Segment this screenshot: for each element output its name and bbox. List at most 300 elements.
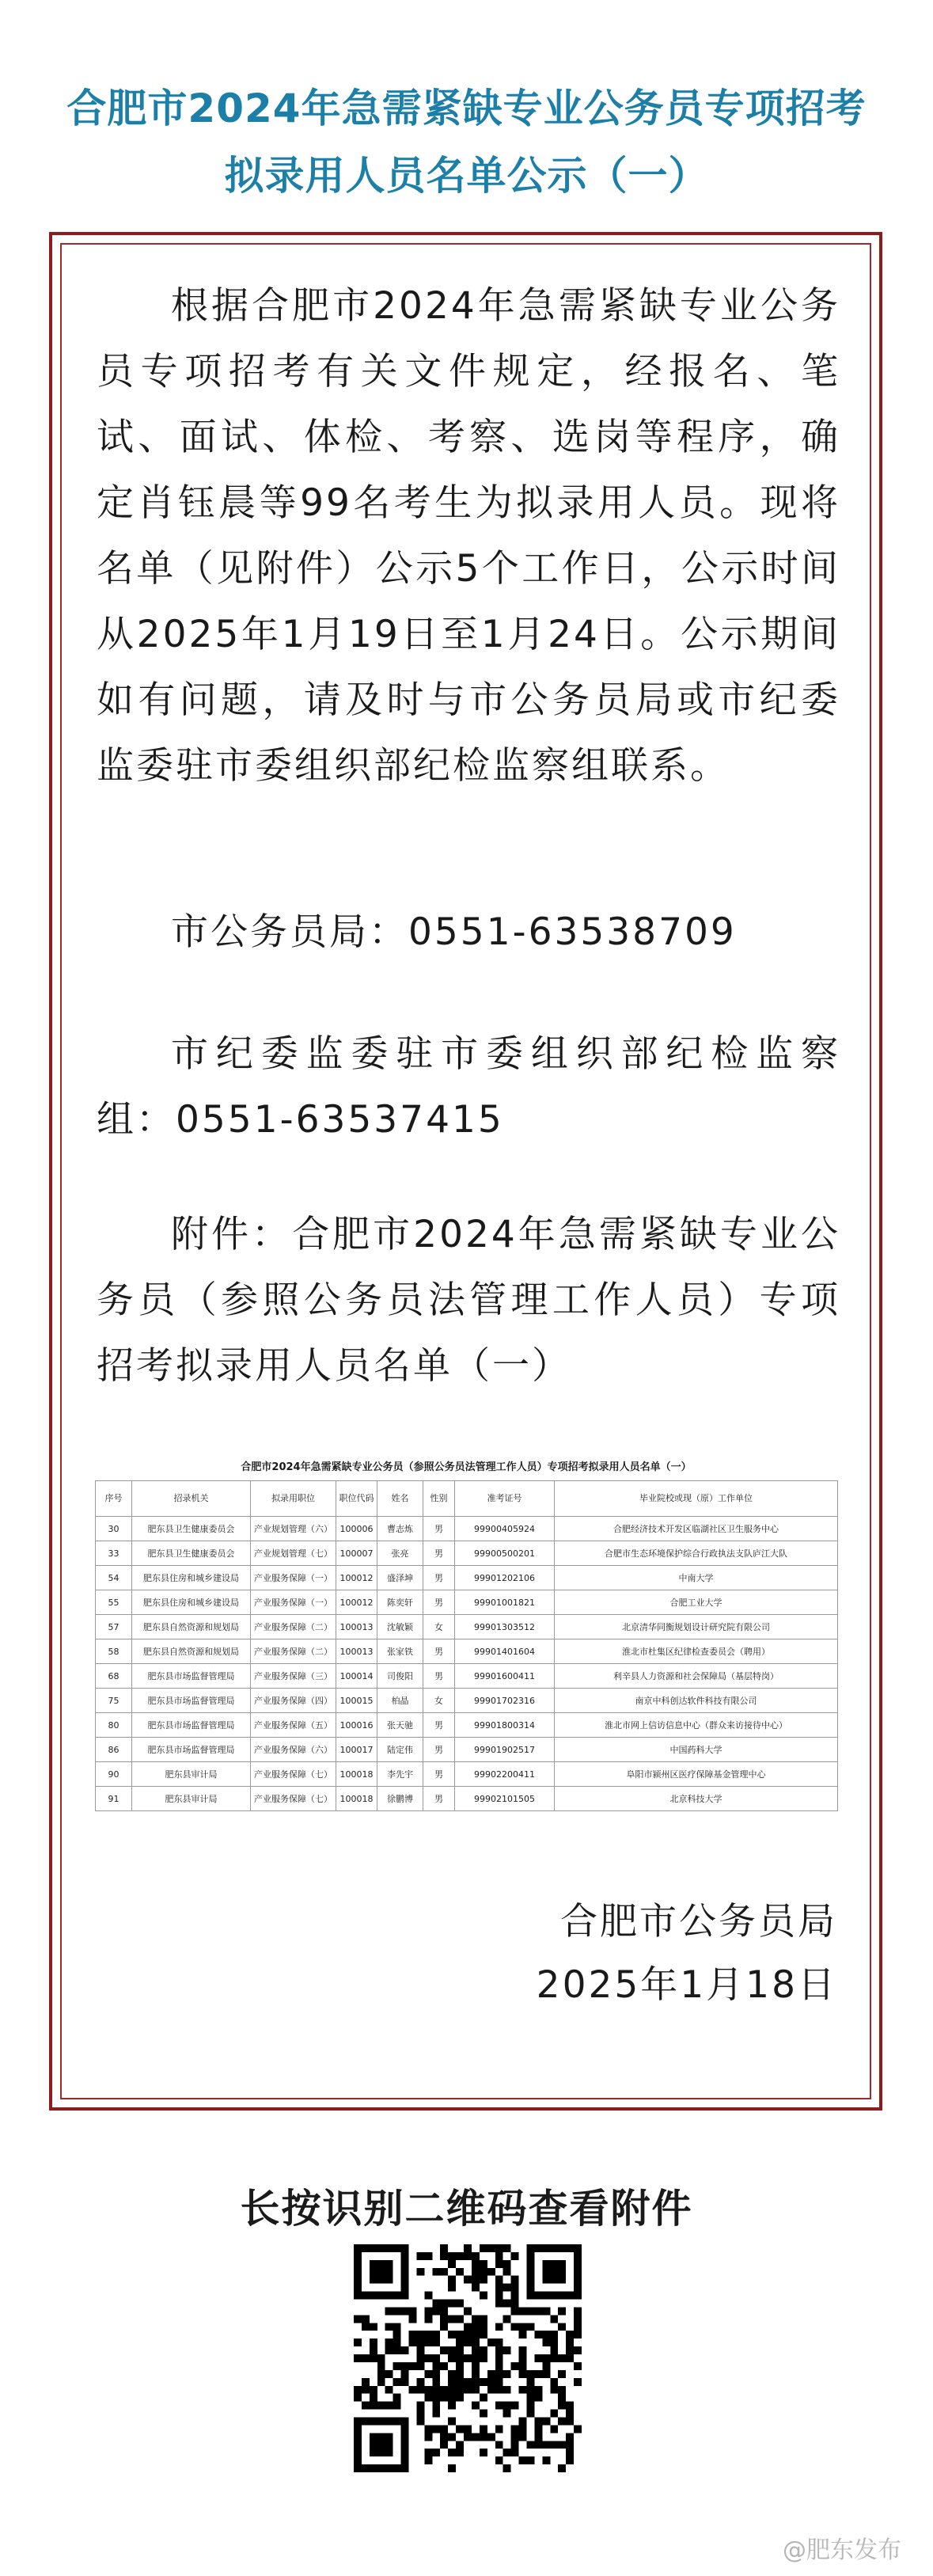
qr-module xyxy=(495,2456,503,2464)
qr-module xyxy=(558,2276,566,2284)
table-cell: 肥东县市场监督管理局 xyxy=(132,1713,251,1738)
qr-module xyxy=(472,2284,480,2292)
qr-module xyxy=(401,2417,409,2425)
qr-module xyxy=(558,2307,566,2315)
table-cell: 100014 xyxy=(336,1664,377,1689)
qr-module xyxy=(416,2378,424,2386)
qr-module xyxy=(416,2410,424,2418)
qr-module xyxy=(574,2331,582,2339)
qr-module xyxy=(354,2456,362,2464)
qr-module xyxy=(519,2346,527,2354)
qr-module xyxy=(480,2260,487,2268)
qr-module xyxy=(558,2417,566,2425)
qr-module xyxy=(424,2339,432,2346)
table-cell: 100012 xyxy=(336,1566,377,1590)
attachment-table-title: 合肥市2024年急需紧缺专业公务员（参照公务员法管理工作人员）专项招考拟录用人员名单（一） xyxy=(241,1461,692,1473)
table-cell: 产业服务保障（六） xyxy=(251,1738,336,1762)
qr-module xyxy=(495,2386,503,2394)
qr-module xyxy=(519,2456,527,2464)
qr-module xyxy=(526,2402,534,2410)
qr-module xyxy=(472,2331,480,2339)
table-cell: 肥东县自然资源和规划局 xyxy=(132,1615,251,1639)
qr-module xyxy=(385,2386,393,2394)
table-header-row xyxy=(96,1481,838,1517)
qr-module xyxy=(550,2441,558,2449)
qr-module xyxy=(456,2300,464,2308)
qr-module xyxy=(456,2252,464,2260)
qr-module xyxy=(480,2354,487,2362)
qr-module xyxy=(550,2276,558,2284)
qr-module xyxy=(416,2402,424,2410)
qr-module xyxy=(432,2268,440,2276)
qr-module xyxy=(519,2370,527,2378)
table-header-cell: 性别 xyxy=(423,1481,455,1517)
qr-module xyxy=(440,2362,448,2370)
qr-module xyxy=(495,2244,503,2252)
qr-module xyxy=(495,2339,503,2346)
qr-module xyxy=(542,2244,550,2252)
qr-module xyxy=(542,2441,550,2449)
qr-module xyxy=(495,2292,503,2300)
qr-module xyxy=(432,2386,440,2394)
qr-module xyxy=(480,2244,487,2252)
table-cell: 68 xyxy=(96,1664,132,1689)
qr-module xyxy=(377,2244,385,2252)
qr-module xyxy=(550,2331,558,2339)
qr-module xyxy=(362,2323,370,2331)
table-cell: 肥东县卫生健康委员会 xyxy=(132,1541,251,1566)
page-title-line1: 合肥市2024年急需紧缺专业公务员专项招考 xyxy=(66,85,867,131)
qr-module xyxy=(424,2386,432,2394)
table-cell: 张天驰 xyxy=(377,1713,423,1738)
table-cell: 100007 xyxy=(336,1541,377,1566)
qr-module xyxy=(448,2331,456,2339)
qr-module xyxy=(472,2378,480,2386)
table-cell: 柏晶 xyxy=(377,1689,423,1713)
qr-module xyxy=(370,2346,377,2354)
qr-module xyxy=(393,2464,401,2472)
qr-module xyxy=(354,2464,362,2472)
qr-module xyxy=(370,2417,377,2425)
table-cell: 33 xyxy=(96,1541,132,1566)
table-cell: 57 xyxy=(96,1615,132,1639)
table-cell: 盛泽坤 xyxy=(377,1566,423,1590)
qr-module xyxy=(487,2244,495,2252)
qr-module xyxy=(542,2276,550,2284)
qr-module xyxy=(464,2339,472,2346)
qr-module xyxy=(401,2268,409,2276)
qr-module xyxy=(409,2331,417,2339)
qr-module xyxy=(487,2433,495,2441)
table-body xyxy=(96,1517,838,1811)
table-cell: 男 xyxy=(423,1713,455,1738)
qr-module xyxy=(519,2425,527,2433)
qr-module xyxy=(503,2284,511,2292)
qr-module xyxy=(416,2252,424,2260)
qr-module xyxy=(550,2268,558,2276)
qr-module xyxy=(370,2323,377,2331)
qr-module xyxy=(448,2402,456,2410)
qr-module xyxy=(511,2300,519,2308)
table-cell: 肥东县卫生健康委员会 xyxy=(132,1517,251,1541)
qr-module xyxy=(534,2425,542,2433)
qr-module xyxy=(448,2260,456,2268)
table-cell: 100017 xyxy=(336,1738,377,1762)
qr-module xyxy=(370,2339,377,2346)
table-cell: 58 xyxy=(96,1639,132,1664)
qr-module xyxy=(534,2370,542,2378)
qr-module xyxy=(511,2402,519,2410)
table-cell: 南京中科创达软件科技有限公司 xyxy=(555,1689,838,1713)
qr-module xyxy=(495,2354,503,2362)
qr-module xyxy=(354,2260,362,2268)
qr-module xyxy=(393,2402,401,2410)
table-cell: 利辛县人力资源和社会保障局（基层特岗） xyxy=(555,1664,838,1689)
qr-module xyxy=(558,2323,566,2331)
table-cell: 80 xyxy=(96,1713,132,1738)
table-header-cell: 姓名 xyxy=(377,1481,423,1517)
qr-module xyxy=(480,2425,487,2433)
qr-module xyxy=(456,2331,464,2339)
qr-module xyxy=(542,2292,550,2300)
qr-module xyxy=(558,2386,566,2394)
qr-module xyxy=(393,2307,401,2315)
qr-module xyxy=(550,2260,558,2268)
qr-module xyxy=(448,2354,456,2362)
qr-module xyxy=(487,2370,495,2378)
qr-module xyxy=(424,2354,432,2362)
qr-module xyxy=(534,2354,542,2362)
qr-module xyxy=(354,2433,362,2441)
qr-module xyxy=(409,2315,417,2323)
qr-module xyxy=(362,2464,370,2472)
signature-organization: 合肥市公务员局 xyxy=(560,1900,837,1943)
qr-module xyxy=(534,2307,542,2315)
qr-module xyxy=(456,2370,464,2378)
table-cell: 产业服务保障（七） xyxy=(251,1787,336,1811)
qr-module xyxy=(472,2323,480,2331)
qr-module xyxy=(385,2268,393,2276)
qr-module xyxy=(542,2260,550,2268)
qr-module xyxy=(558,2441,566,2449)
qr-module xyxy=(511,2362,519,2370)
table-cell: 99901001821 xyxy=(455,1590,555,1615)
qr-module xyxy=(503,2449,511,2456)
contact-civil-service-bureau: 市公务员局：0551-63538709 xyxy=(171,910,737,954)
qr-module xyxy=(448,2449,456,2456)
qr-module xyxy=(574,2292,582,2300)
qr-module xyxy=(370,2244,377,2252)
qr-module xyxy=(440,2323,448,2331)
qr-module xyxy=(550,2315,558,2323)
qr-module xyxy=(511,2252,519,2260)
qr-module xyxy=(519,2417,527,2425)
qr-module xyxy=(472,2370,480,2378)
qr-module xyxy=(456,2339,464,2346)
qr-module xyxy=(401,2276,409,2284)
qr-module xyxy=(456,2378,464,2386)
qr-module xyxy=(480,2410,487,2418)
qr-module xyxy=(440,2244,448,2252)
table-cell: 产业规划管理（六） xyxy=(251,1517,336,1541)
table-row xyxy=(96,1541,838,1566)
qr-module xyxy=(385,2339,393,2346)
qr-module xyxy=(534,2394,542,2402)
qr-code[interactable] xyxy=(354,2244,582,2472)
qr-module xyxy=(354,2268,362,2276)
qr-module xyxy=(456,2394,464,2402)
table-cell: 合肥经济技术开发区临湖社区卫生服务中心 xyxy=(555,1517,838,1541)
table-row xyxy=(96,1615,838,1639)
qr-module xyxy=(566,2441,574,2449)
table-cell: 男 xyxy=(423,1787,455,1811)
qr-module xyxy=(511,2292,519,2300)
qr-module xyxy=(574,2276,582,2284)
qr-module xyxy=(424,2292,432,2300)
table-cell: 100016 xyxy=(336,1713,377,1738)
qr-module xyxy=(534,2433,542,2441)
table-cell: 75 xyxy=(96,1689,132,1713)
table-cell: 合肥工业大学 xyxy=(555,1590,838,1615)
qr-module xyxy=(550,2386,558,2394)
qr-module xyxy=(401,2456,409,2464)
table-cell: 男 xyxy=(423,1566,455,1590)
table-cell: 肥东县自然资源和规划局 xyxy=(132,1639,251,1664)
qr-module xyxy=(550,2425,558,2433)
qr-module xyxy=(480,2276,487,2284)
qr-module xyxy=(354,2417,362,2425)
qr-module xyxy=(503,2260,511,2268)
qr-module xyxy=(480,2346,487,2354)
qr-module xyxy=(440,2307,448,2315)
qr-module xyxy=(370,2276,377,2284)
table-cell: 99902200411 xyxy=(455,1762,555,1787)
qr-module xyxy=(424,2331,432,2339)
table-cell: 100018 xyxy=(336,1762,377,1787)
qr-module xyxy=(526,2370,534,2378)
qr-module xyxy=(401,2449,409,2456)
table-row xyxy=(96,1517,838,1541)
attachment-table-preview xyxy=(95,1455,837,1811)
qr-module xyxy=(401,2362,409,2370)
qr-module xyxy=(448,2276,456,2284)
qr-module xyxy=(534,2331,542,2339)
qr-module xyxy=(416,2331,424,2339)
qr-module xyxy=(480,2323,487,2331)
qr-module xyxy=(574,2260,582,2268)
qr-module xyxy=(362,2402,370,2410)
qr-module xyxy=(354,2441,362,2449)
table-cell: 中南大学 xyxy=(555,1566,838,1590)
table-cell: 99901202106 xyxy=(455,1566,555,1590)
qr-module xyxy=(432,2300,440,2308)
qr-module xyxy=(432,2394,440,2402)
qr-module xyxy=(566,2402,574,2410)
qr-module xyxy=(424,2449,432,2456)
qr-module xyxy=(526,2244,534,2252)
qr-module xyxy=(377,2417,385,2425)
table-row xyxy=(96,1762,838,1787)
qr-module xyxy=(385,2276,393,2284)
table-cell: 99900500201 xyxy=(455,1541,555,1566)
qr-module xyxy=(526,2268,534,2276)
qr-module xyxy=(448,2284,456,2292)
qr-module xyxy=(432,2339,440,2346)
table-cell: 产业服务保障（五） xyxy=(251,1713,336,1738)
qr-module xyxy=(495,2425,503,2433)
table-row xyxy=(96,1566,838,1590)
table-cell: 100015 xyxy=(336,1689,377,1713)
qr-module xyxy=(511,2433,519,2441)
qr-module xyxy=(472,2276,480,2284)
qr-module xyxy=(487,2378,495,2386)
table-cell: 产业服务保障（四） xyxy=(251,1689,336,1713)
qr-module xyxy=(472,2433,480,2441)
qr-module xyxy=(456,2425,464,2433)
qr-module xyxy=(464,2331,472,2339)
qr-module xyxy=(354,2386,362,2394)
table-cell: 肥东县住房和城乡建设局 xyxy=(132,1590,251,1615)
qr-module xyxy=(472,2362,480,2370)
qr-module xyxy=(487,2386,495,2394)
qr-module xyxy=(526,2410,534,2418)
qr-module xyxy=(377,2354,385,2362)
qr-module xyxy=(409,2386,417,2394)
table-header-cell: 招录机关 xyxy=(132,1481,251,1517)
qr-module xyxy=(393,2323,401,2331)
qr-module xyxy=(550,2339,558,2346)
qr-module xyxy=(440,2433,448,2441)
qr-module xyxy=(440,2268,448,2276)
table-cell: 中国药科大学 xyxy=(555,1738,838,1762)
qr-module xyxy=(393,2292,401,2300)
qr-module xyxy=(511,2323,519,2331)
table-cell: 男 xyxy=(423,1517,455,1541)
qr-module xyxy=(432,2354,440,2362)
qr-module xyxy=(362,2417,370,2425)
qr-module xyxy=(362,2244,370,2252)
qr-module xyxy=(432,2362,440,2370)
table-cell: 产业服务保障（一） xyxy=(251,1566,336,1590)
qr-module xyxy=(464,2252,472,2260)
qr-module xyxy=(362,2378,370,2386)
table-header-cell: 毕业院校或现（原）工作单位 xyxy=(555,1481,838,1517)
qr-module xyxy=(472,2252,480,2260)
qr-module xyxy=(377,2362,385,2370)
table-header-cell: 职位代码 xyxy=(336,1481,377,1517)
qr-module xyxy=(424,2433,432,2441)
table-cell: 男 xyxy=(423,1664,455,1689)
table-cell: 100013 xyxy=(336,1615,377,1639)
qr-module xyxy=(354,2252,362,2260)
qr-module xyxy=(566,2354,574,2362)
qr-module xyxy=(550,2346,558,2354)
table-cell: 100012 xyxy=(336,1590,377,1615)
qr-module xyxy=(416,2354,424,2362)
qr-module xyxy=(566,2339,574,2346)
qr-module xyxy=(456,2346,464,2354)
table-cell: 北京清华同衡规划设计研究院有限公司 xyxy=(555,1615,838,1639)
qr-module xyxy=(526,2386,534,2394)
qr-module xyxy=(503,2244,511,2252)
qr-module xyxy=(432,2331,440,2339)
qr-module xyxy=(354,2354,362,2362)
table-cell: 陆定伟 xyxy=(377,1738,423,1762)
table-cell: 男 xyxy=(423,1639,455,1664)
qr-module xyxy=(511,2284,519,2292)
qr-module xyxy=(456,2386,464,2394)
qr-module xyxy=(558,2464,566,2472)
qr-module xyxy=(542,2339,550,2346)
page-title-line2: 拟录用人员名单公示（一） xyxy=(224,153,709,199)
table-header-cell: 拟录用职位 xyxy=(251,1481,336,1517)
table-header-cell: 序号 xyxy=(96,1481,132,1517)
table-cell: 北京科技大学 xyxy=(555,1787,838,1811)
qr-module xyxy=(464,2433,472,2441)
qr-module xyxy=(385,2402,393,2410)
qr-module xyxy=(519,2331,527,2339)
table-cell: 99901902517 xyxy=(455,1738,555,1762)
qr-module xyxy=(480,2331,487,2339)
qr-module xyxy=(440,2315,448,2323)
qr-module xyxy=(480,2292,487,2300)
qr-module xyxy=(558,2268,566,2276)
table-cell: 徐鹏博 xyxy=(377,1787,423,1811)
qr-module xyxy=(464,2276,472,2284)
qr-module xyxy=(370,2394,377,2402)
watermark: @肥东发布 xyxy=(783,2536,901,2564)
qr-module xyxy=(503,2268,511,2276)
qr-module xyxy=(401,2346,409,2354)
qr-module xyxy=(495,2370,503,2378)
qr-module xyxy=(377,2276,385,2284)
qr-module xyxy=(464,2378,472,2386)
table-row xyxy=(96,1787,838,1811)
qr-module xyxy=(448,2370,456,2378)
qr-module xyxy=(550,2410,558,2418)
signature-date: 2025年1月18日 xyxy=(536,1963,837,2007)
qr-module xyxy=(385,2433,393,2441)
table-cell: 男 xyxy=(423,1541,455,1566)
qr-module xyxy=(472,2386,480,2394)
table-cell: 产业服务保障（一） xyxy=(251,1590,336,1615)
qr-module xyxy=(542,2362,550,2370)
table-cell: 90 xyxy=(96,1762,132,1787)
table-cell: 肥东县住房和城乡建设局 xyxy=(132,1566,251,1590)
qr-module xyxy=(566,2417,574,2425)
qr-module xyxy=(503,2370,511,2378)
table-cell: 99902101505 xyxy=(455,1787,555,1811)
qr-module xyxy=(503,2402,511,2410)
table-cell: 司俊阳 xyxy=(377,1664,423,1689)
qr-module xyxy=(370,2449,377,2456)
table-cell: 张家铁 xyxy=(377,1639,423,1664)
qr-module xyxy=(480,2433,487,2441)
qr-module xyxy=(550,2292,558,2300)
qr-module xyxy=(385,2449,393,2456)
notice-body: 根据合肥市2024年急需紧缺专业公务员专项招考有关文件规定，经报名、笔试、面试、体检、考察、选岗等程序，确定肖钰晨等99名考生为拟录用人员。现将名单（见附件）公示5个工作日，公示时间从2025年1月19日至1月24日。公示期间如有问题，请及时与市公务员局或市纪委监委驻市委组织部纪检监察组联系。 xyxy=(97,284,840,788)
qr-module xyxy=(542,2268,550,2276)
qr-module xyxy=(503,2386,511,2394)
table-cell: 淮北市网上信访信息中心（群众来访接待中心） xyxy=(555,1713,838,1738)
table-cell: 产业服务保障（三） xyxy=(251,1664,336,1689)
table-cell: 肥东县审计局 xyxy=(132,1787,251,1811)
qr-module xyxy=(495,2276,503,2284)
qr-module xyxy=(534,2292,542,2300)
qr-module xyxy=(393,2346,401,2354)
qr-module xyxy=(401,2441,409,2449)
qr-module xyxy=(354,2339,362,2346)
